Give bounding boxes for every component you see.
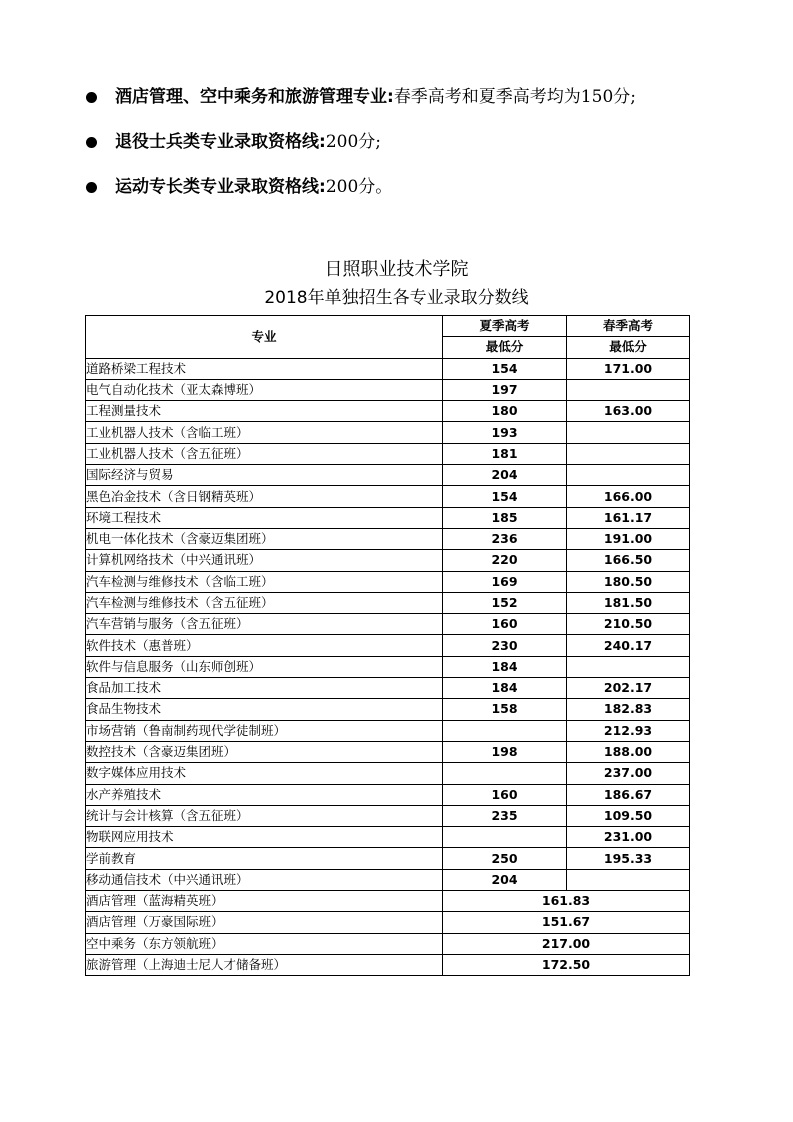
bullet-item-hotel xyxy=(86,84,766,129)
cell-spring-score: 166.50 xyxy=(567,550,690,571)
table-row xyxy=(86,763,690,784)
cell-summer-score: 198 xyxy=(443,741,567,762)
table-row-merged xyxy=(86,891,690,912)
cell-major: 水产养殖技术 xyxy=(86,784,443,805)
cell-summer-score: 193 xyxy=(443,422,567,443)
bullet-text xyxy=(115,129,381,155)
cell-major: 旅游管理（上海迪士尼人才储备班） xyxy=(86,954,443,975)
cell-spring-score: 171.00 xyxy=(567,358,690,379)
cell-summer-score: 220 xyxy=(443,550,567,571)
table-body xyxy=(86,358,690,976)
cell-major: 工业机器人技术（含临工班） xyxy=(86,422,443,443)
cell-summer-score: 181 xyxy=(443,443,567,464)
cell-summer-score: 250 xyxy=(443,848,567,869)
header-major: 专业 xyxy=(86,316,443,359)
cell-summer-score: 204 xyxy=(443,869,567,890)
table-row xyxy=(86,784,690,805)
cell-summer-score: 169 xyxy=(443,571,567,592)
cell-spring-score: 163.00 xyxy=(567,401,690,422)
table-row-merged xyxy=(86,954,690,975)
cell-spring-score: 181.50 xyxy=(567,592,690,613)
cell-spring-score: 191.00 xyxy=(567,528,690,549)
table-row xyxy=(86,443,690,464)
cell-summer-score: 185 xyxy=(443,507,567,528)
cell-major: 国际经济与贸易 xyxy=(86,465,443,486)
cell-major: 统计与会计核算（含五征班） xyxy=(86,805,443,826)
bullet-bold-label: 退役士兵类专业录取资格线: xyxy=(115,132,326,152)
table-row xyxy=(86,486,690,507)
bullet-text xyxy=(115,84,636,110)
cell-summer-score: 204 xyxy=(443,465,567,486)
cell-major: 汽车营销与服务（含五征班） xyxy=(86,614,443,635)
cell-major: 电气自动化技术（亚太森博班） xyxy=(86,379,443,400)
cell-merged-score: 151.67 xyxy=(443,912,690,933)
cell-summer-score: 160 xyxy=(443,614,567,635)
cell-spring-score: 161.17 xyxy=(567,507,690,528)
bullet-value: 200分。 xyxy=(325,177,393,197)
table-row xyxy=(86,656,690,677)
header-summer: 夏季高考 xyxy=(443,316,567,337)
cell-major: 软件技术（惠普班） xyxy=(86,635,443,656)
cell-summer-score: 180 xyxy=(443,401,567,422)
cell-major: 酒店管理（蓝海精英班） xyxy=(86,891,443,912)
cell-major: 酒店管理（万豪国际班） xyxy=(86,912,443,933)
table-row-merged xyxy=(86,933,690,954)
cell-spring-score: 188.00 xyxy=(567,741,690,762)
cell-summer-score: 236 xyxy=(443,528,567,549)
cell-major: 移动通信技术（中兴通讯班） xyxy=(86,869,443,890)
cell-spring-score xyxy=(567,379,690,400)
table-header-row xyxy=(86,316,690,337)
table-row xyxy=(86,848,690,869)
header-min-spring: 最低分 xyxy=(567,337,690,358)
cell-spring-score: 237.00 xyxy=(567,763,690,784)
cell-summer-score xyxy=(443,720,567,741)
cell-major: 数控技术（含豪迈集团班） xyxy=(86,741,443,762)
admission-score-table xyxy=(85,315,690,976)
table-row xyxy=(86,571,690,592)
cell-spring-score: 240.17 xyxy=(567,635,690,656)
cell-summer-score: 158 xyxy=(443,699,567,720)
cell-spring-score: 182.83 xyxy=(567,699,690,720)
cell-major: 计算机网络技术（中兴通讯班） xyxy=(86,550,443,571)
cell-major: 学前教育 xyxy=(86,848,443,869)
cell-major: 空中乘务（东方领航班） xyxy=(86,933,443,954)
table-row xyxy=(86,358,690,379)
cell-summer-score: 197 xyxy=(443,379,567,400)
table-row xyxy=(86,592,690,613)
table-title-school: 日照职业技术学院 xyxy=(324,259,469,280)
cell-major: 机电一体化技术（含豪迈集团班） xyxy=(86,528,443,549)
table-row xyxy=(86,720,690,741)
header-min-summer: 最低分 xyxy=(443,337,567,358)
cell-major: 软件与信息服务（山东师创班） xyxy=(86,656,443,677)
cell-summer-score: 235 xyxy=(443,805,567,826)
cell-summer-score: 230 xyxy=(443,635,567,656)
cell-summer-score xyxy=(443,763,567,784)
table-row xyxy=(86,422,690,443)
table-row xyxy=(86,869,690,890)
bullet-item-sports xyxy=(86,174,766,219)
cell-major: 汽车检测与维修技术（含临工班） xyxy=(86,571,443,592)
bullet-item-veterans xyxy=(86,129,766,174)
table-row xyxy=(86,614,690,635)
cell-spring-score: 212.93 xyxy=(567,720,690,741)
cell-spring-score: 210.50 xyxy=(567,614,690,635)
cell-major: 汽车检测与维修技术（含五征班） xyxy=(86,592,443,613)
cell-merged-score: 217.00 xyxy=(443,933,690,954)
cell-spring-score xyxy=(567,422,690,443)
table-row xyxy=(86,401,690,422)
table-row xyxy=(86,805,690,826)
bullet-value: 200分; xyxy=(325,132,381,152)
cell-spring-score xyxy=(567,443,690,464)
cell-spring-score: 109.50 xyxy=(567,805,690,826)
cell-major: 数字媒体应用技术 xyxy=(86,763,443,784)
cell-major: 工业机器人技术（含五征班） xyxy=(86,443,443,464)
cell-spring-score xyxy=(567,465,690,486)
cell-major: 食品生物技术 xyxy=(86,699,443,720)
cell-summer-score: 152 xyxy=(443,592,567,613)
cell-merged-score: 172.50 xyxy=(443,954,690,975)
cell-major: 食品加工技术 xyxy=(86,678,443,699)
bullet-dot-icon xyxy=(86,137,97,148)
bullet-dot-icon xyxy=(86,92,97,103)
cell-spring-score xyxy=(567,656,690,677)
cell-summer-score: 184 xyxy=(443,656,567,677)
table-row xyxy=(86,507,690,528)
table-row xyxy=(86,550,690,571)
cell-spring-score: 166.00 xyxy=(567,486,690,507)
cell-spring-score xyxy=(567,869,690,890)
table-row xyxy=(86,699,690,720)
cell-major: 环境工程技术 xyxy=(86,507,443,528)
table-row xyxy=(86,827,690,848)
cell-summer-score xyxy=(443,827,567,848)
cell-summer-score: 154 xyxy=(443,358,567,379)
cell-summer-score: 184 xyxy=(443,678,567,699)
cell-major: 工程测量技术 xyxy=(86,401,443,422)
table-row-merged xyxy=(86,912,690,933)
table-row xyxy=(86,678,690,699)
bullet-bold-label: 酒店管理、空中乘务和旅游管理专业: xyxy=(115,87,394,107)
bullet-bold-label: 运动专长类专业录取资格线: xyxy=(115,177,326,197)
cell-spring-score: 195.33 xyxy=(567,848,690,869)
table-row xyxy=(86,635,690,656)
bullet-dot-icon xyxy=(86,182,97,193)
cell-spring-score: 202.17 xyxy=(567,678,690,699)
cell-major: 黑色冶金技术（含日钢精英班） xyxy=(86,486,443,507)
cell-merged-score: 161.83 xyxy=(443,891,690,912)
cell-summer-score: 154 xyxy=(443,486,567,507)
cell-spring-score: 186.67 xyxy=(567,784,690,805)
header-spring: 春季高考 xyxy=(567,316,690,337)
bullet-text xyxy=(115,174,392,200)
table-row xyxy=(86,528,690,549)
table-row xyxy=(86,379,690,400)
cell-major: 市场营销（鲁南制药现代学徒制班） xyxy=(86,720,443,741)
cell-major: 道路桥梁工程技术 xyxy=(86,358,443,379)
bullet-list xyxy=(86,84,766,219)
cell-summer-score: 160 xyxy=(443,784,567,805)
table-row xyxy=(86,741,690,762)
bullet-value: 春季高考和夏季高考均为150分; xyxy=(393,87,636,107)
table-title-subtitle: 2018年单独招生各专业录取分数线 xyxy=(264,288,529,308)
cell-spring-score: 231.00 xyxy=(567,827,690,848)
cell-major: 物联网应用技术 xyxy=(86,827,443,848)
table-row xyxy=(86,465,690,486)
cell-spring-score: 180.50 xyxy=(567,571,690,592)
